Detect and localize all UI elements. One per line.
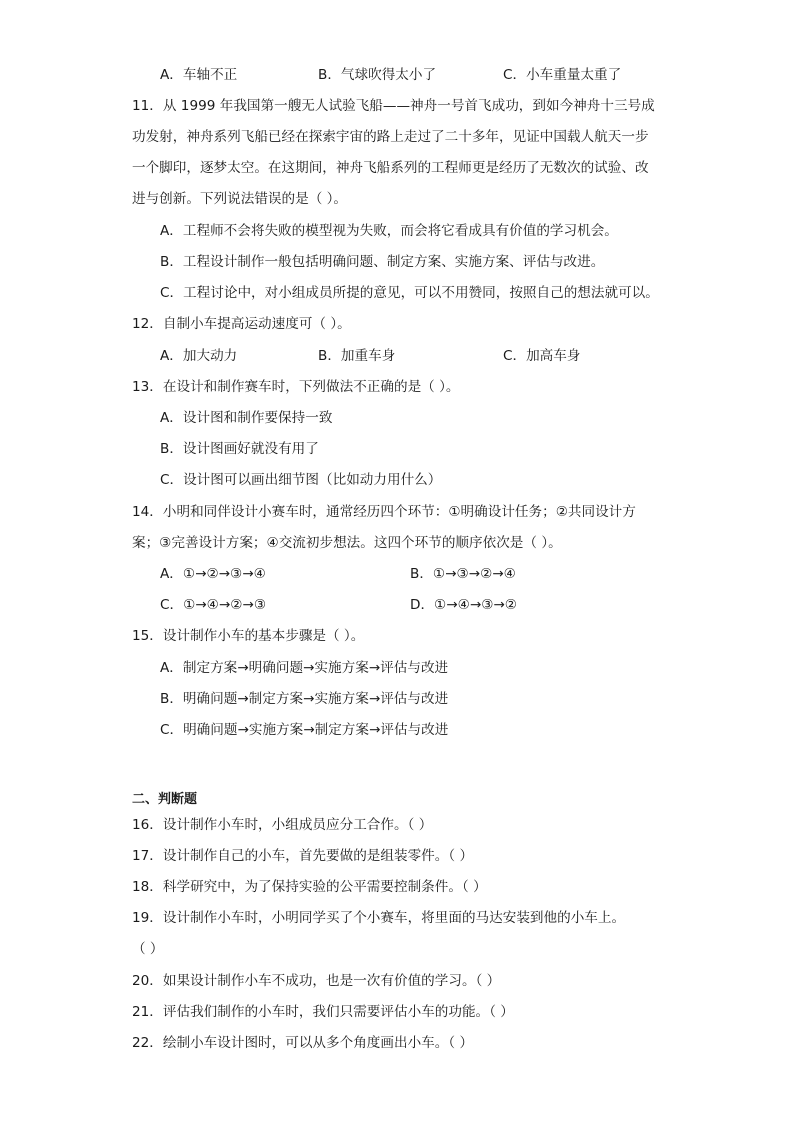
q11-option-b: B．工程设计制作一般包括明确问题、制定方案、实施方案、评估与改进。 [160,254,605,270]
judgement-item-22: 22．绘制小车设计图时，可以从多个角度画出小车。（ ） [132,1035,474,1051]
judgement-item-17: 17．设计制作自己的小车，首先要做的是组装零件。（ ） [132,848,474,864]
q11-option-c: C．工程讨论中，对小组成员所提的意见，可以不用赞同，按照自己的想法就可以。 [160,285,659,301]
q10-option-c: C．小车重量太重了 [503,67,622,83]
q12-option-b: B．加重车身 [318,348,396,364]
q11-stem-line-2: 功发射，神舟系列飞船已经在探索宇宙的路上走过了二十多年，见证中国载人航天一步 [132,129,649,145]
q12-option-a: A．加大动力 [160,348,238,364]
q14-option-c: C．①→④→②→③ [160,597,267,613]
judgement-item-21: 21．评估我们制作的小车时，我们只需要评估小车的功能。（ ） [132,1004,514,1020]
q11-option-a: A．工程师不会将失败的模型视为失败，而会将它看成具有价值的学习机会。 [160,223,618,239]
q13-option-c: C．设计图可以画出细节图（比如动力用什么） [160,472,442,488]
q14-option-a: A．①→②→③→④ [160,566,266,582]
q14-option-d: D．①→④→③→② [410,597,517,613]
q11-stem-line-4: 进与创新。下列说法错误的是（ ）。 [132,191,348,207]
q11-stem-line-1: 11．从 1999 年我国第一艘无人试验飞船——神舟一号首飞成功，到如今神舟十三号成 [132,98,655,114]
judgement-item-20: 20．如果设计制作小车不成功，也是一次有价值的学习。（ ） [132,973,501,989]
q14-stem-line-2: 案；③完善设计方案；④交流初步想法。这四个环节的顺序依次是（ ）。 [132,535,562,551]
q14-stem-line-1: 14．小明和同伴设计小赛车时，通常经历四个环节：①明确设计任务；②共同设计方 [132,504,636,520]
q10-option-b: B．气球吹得太小了 [318,67,437,83]
q13-stem: 13．在设计和制作赛车时，下列做法不正确的是（ ）。 [132,379,460,395]
q15-option-c: C．明确问题→实施方案→制定方案→评估与改进 [160,722,449,738]
q11-stem-line-3: 一个脚印，逐梦太空。在这期间，神舟飞船系列的工程师更是经历了无数次的试验、改 [132,160,649,176]
judgement-item-16: 16．设计制作小车时，小组成员应分工合作。（ ） [132,817,433,833]
section-title-judgement: 二、判断题 [132,792,198,807]
q13-option-a: A．设计图和制作要保持一致 [160,410,333,426]
q10-option-a: A．车轴不正 [160,67,238,83]
q15-stem: 15．设计制作小车的基本步骤是（ ）。 [132,628,365,644]
q13-option-b: B．设计图画好就没有用了 [160,441,319,457]
judgement-item-19-answer: （ ） [132,941,164,957]
judgement-item-19: 19．设计制作小车时，小明同学买了个小赛车，将里面的马达安装到他的小车上。 [132,910,626,926]
q15-option-a: A．制定方案→明确问题→实施方案→评估与改进 [160,660,449,676]
q14-option-b: B．①→③→②→④ [410,566,516,582]
q12-option-c: C．加高车身 [503,348,581,364]
q15-option-b: B．明确问题→制定方案→实施方案→评估与改进 [160,691,449,707]
judgement-item-18: 18．科学研究中，为了保持实验的公平需要控制条件。（ ） [132,879,487,895]
q12-stem: 12．自制小车提高运动速度可（ ）。 [132,316,351,332]
